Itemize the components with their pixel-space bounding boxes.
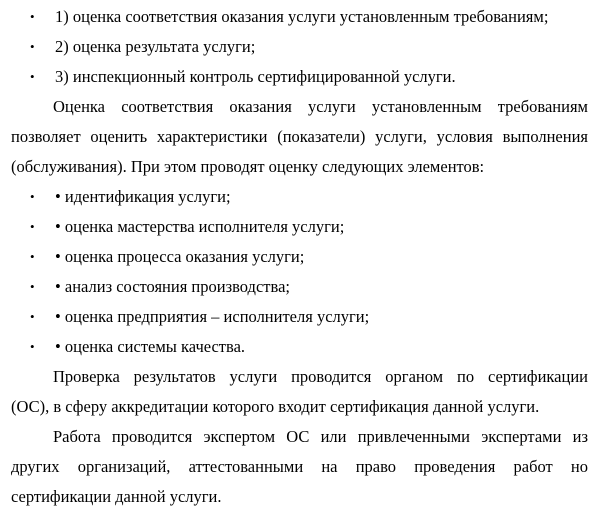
list-item-text: • оценка системы качества. bbox=[55, 337, 246, 356]
bullet-marker: • bbox=[30, 309, 35, 324]
bullet-marker: • bbox=[30, 39, 35, 54]
paragraph-line: Оценка соответствия оказания услуги установленным требованиям bbox=[53, 97, 588, 116]
list-item-text: • оценка процесса оказания услуги; bbox=[55, 247, 305, 266]
list-item-text: • идентификация услуги; bbox=[55, 187, 231, 206]
bullet-marker: • bbox=[30, 279, 35, 294]
list-item-text: 1) оценка соответствия оказания услуги установленным требованиям; bbox=[55, 7, 549, 26]
bullet-marker: • bbox=[30, 219, 35, 234]
paragraph-line: позволяет оценить характеристики (показатели) услуги, условия выполнения bbox=[11, 127, 588, 146]
list-item bbox=[0, 247, 608, 267]
list-item-text: • оценка предприятия – исполнителя услуги; bbox=[55, 307, 370, 326]
paragraph-line: сертификации данной услуги. bbox=[11, 487, 222, 506]
list-item-text: 3) инспекционный контроль сертифицированной услуги. bbox=[55, 67, 456, 86]
list-item-text: • оценка мастерства исполнителя услуги; bbox=[55, 217, 345, 236]
list-item bbox=[0, 7, 608, 27]
list-item-text: 2) оценка результата услуги; bbox=[55, 37, 256, 56]
bullet-marker: • bbox=[30, 339, 35, 354]
bullet-marker: • bbox=[30, 69, 35, 84]
paragraph-line: Работа проводится экспертом ОС или привлеченными экспертами из bbox=[53, 427, 588, 446]
list-item bbox=[0, 307, 608, 327]
list-item bbox=[0, 277, 608, 297]
list-item bbox=[0, 187, 608, 207]
list-item bbox=[0, 337, 608, 357]
paragraph-line: других организаций, аттестованными на право проведения работ но bbox=[11, 457, 588, 476]
paragraph-line: (обслуживания). При этом проводят оценку следующих элементов: bbox=[11, 157, 485, 176]
bullet-marker: • bbox=[30, 189, 35, 204]
list-item bbox=[0, 67, 608, 87]
bullet-marker: • bbox=[30, 249, 35, 264]
list-item bbox=[0, 37, 608, 57]
paragraph-line: Проверка результатов услуги проводится органом по сертификации bbox=[53, 367, 588, 386]
paragraph-line: (ОС), в сферу аккредитации которого входит сертификация данной услуги. bbox=[11, 397, 540, 416]
list-item-text: • анализ состояния производства; bbox=[55, 277, 290, 296]
bullet-marker: • bbox=[30, 9, 35, 24]
list-item bbox=[0, 217, 608, 237]
